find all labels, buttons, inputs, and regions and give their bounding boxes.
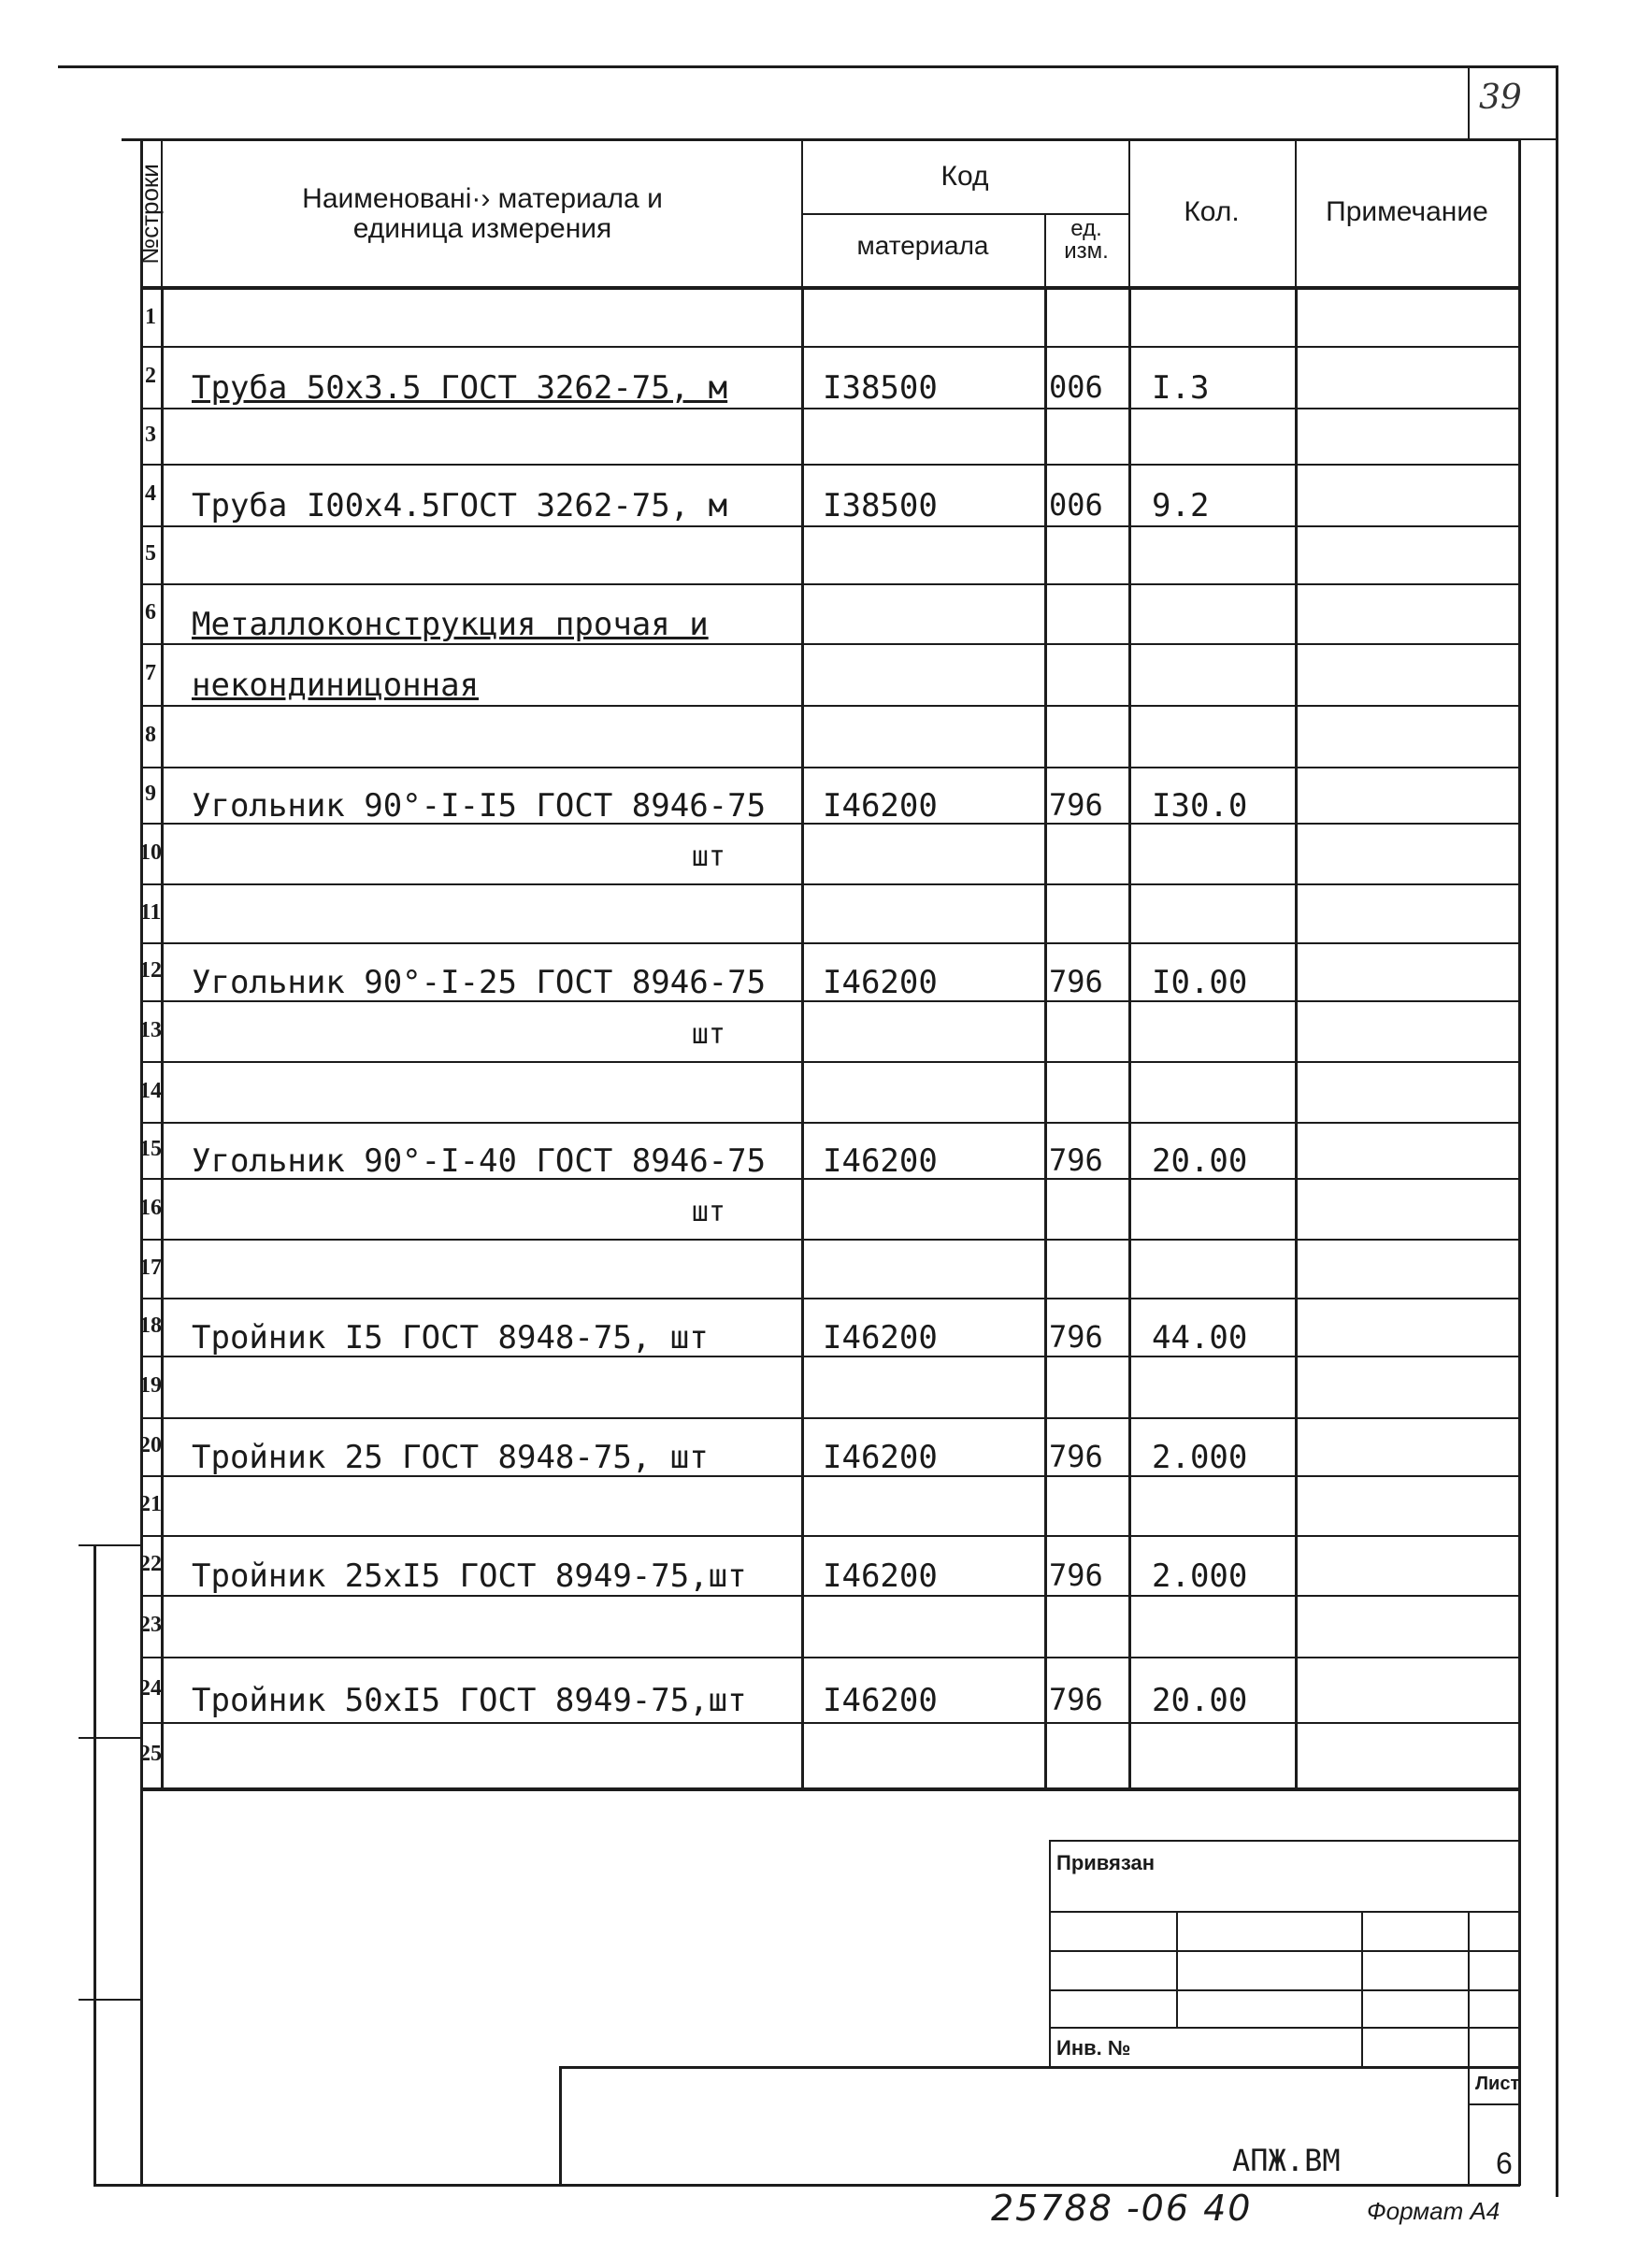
row-number: 16 <box>139 1195 162 1220</box>
table-row-line <box>140 1239 1520 1241</box>
table-row-line <box>140 1298 1520 1299</box>
table-row-line <box>140 1061 1520 1063</box>
tb-top <box>1049 1840 1518 1842</box>
table-row-line <box>140 1657 1520 1658</box>
table-bottom <box>140 1787 1520 1791</box>
material-name: шт <box>691 840 725 873</box>
row-number: 18 <box>139 1313 162 1338</box>
header-note: Примечание <box>1326 196 1488 227</box>
table-col-line <box>1044 290 1047 1789</box>
tb-inv-label: Инв. № <box>1056 2036 1131 2060</box>
frame-right <box>1518 138 1521 1793</box>
tb-row2 <box>1049 1950 1518 1952</box>
footer-number: 25788 -06 40 <box>991 2188 1253 2229</box>
table-row-line <box>140 1595 1520 1597</box>
material-name: некондиницонная <box>192 667 480 704</box>
frame-right-lower <box>1518 1793 1521 2186</box>
top-rule <box>58 65 1558 68</box>
row-number: 9 <box>145 782 156 806</box>
tb-vline2 <box>1361 1911 1363 2068</box>
table-col-line <box>1128 290 1131 1789</box>
material-code: I38500 <box>823 487 938 524</box>
page-number: 39 <box>1479 79 1522 117</box>
unit-code: 796 <box>1049 1682 1103 1717</box>
unit-code: 796 <box>1049 1557 1103 1593</box>
quantity: 2.000 <box>1152 1557 1248 1595</box>
table-row-line <box>140 346 1520 348</box>
table-col-line <box>801 290 804 1789</box>
row-number: 7 <box>145 661 156 685</box>
quantity: I30.0 <box>1152 787 1248 825</box>
material-name: Тройник 25 ГОСТ 8948-75, шт <box>192 1439 709 1476</box>
row-number: 8 <box>145 723 156 747</box>
material-name: Тройник 25хI5 ГОСТ 8949-75,шт <box>192 1557 747 1595</box>
row-number: 24 <box>139 1676 162 1701</box>
tb-vline1 <box>1176 1911 1178 2029</box>
material-name: Труба 50х3.5 ГОСТ 3262-75, м <box>192 369 728 407</box>
row-number: 2 <box>145 364 156 388</box>
tb-row4 <box>1049 2027 1518 2029</box>
material-code: I46200 <box>823 787 938 825</box>
quantity: 44.00 <box>1152 1319 1248 1356</box>
material-code: I46200 <box>823 1557 938 1595</box>
margin-strip-div2 <box>79 1999 142 2001</box>
table-row-line <box>140 408 1520 409</box>
tb-sheet-number: 6 <box>1496 2146 1513 2180</box>
material-code: I38500 <box>823 369 938 407</box>
header-row-number: №строки <box>136 164 164 265</box>
table-row-line <box>140 525 1520 527</box>
header-bottom <box>140 286 1520 290</box>
header-code-unit-2: изм. <box>1064 238 1109 264</box>
row-number: 23 <box>139 1613 162 1637</box>
material-code: I46200 <box>823 1142 938 1180</box>
material-name: Угольник 90°-I-40 ГОСТ 8946-75 <box>192 1142 767 1180</box>
frame-top <box>122 138 1520 141</box>
tb-main-left <box>559 2066 562 2186</box>
row-number: 25 <box>139 1742 162 1766</box>
material-name: Труба I00х4.5ГОСТ 3262-75, м <box>192 487 728 524</box>
header-code-split <box>801 213 1128 215</box>
material-name: Тройник 50хI5 ГОСТ 8949-75,шт <box>192 1682 747 1719</box>
row-number: 1 <box>145 305 156 329</box>
header-name-line2: единица измерения <box>352 213 612 244</box>
material-code: I46200 <box>823 964 938 1001</box>
row-number: 15 <box>139 1137 162 1161</box>
material-code: I46200 <box>823 1439 938 1476</box>
unit-code: 006 <box>1049 487 1103 523</box>
row-number: 13 <box>139 1017 162 1042</box>
unit-code: 796 <box>1049 1319 1103 1355</box>
material-name: Тройник I5 ГОСТ 8948-75, шт <box>192 1319 709 1356</box>
margin-strip-top <box>79 1544 142 1546</box>
row-number: 19 <box>139 1373 162 1398</box>
quantity: 2.000 <box>1152 1439 1248 1476</box>
quantity: 20.00 <box>1152 1142 1248 1180</box>
quantity: 20.00 <box>1152 1682 1248 1719</box>
table-row-line <box>140 1535 1520 1537</box>
margin-strip-div1 <box>79 1737 142 1739</box>
header-qty: Кол. <box>1184 196 1240 227</box>
unit-code: 796 <box>1049 1439 1103 1474</box>
row-number: 3 <box>145 423 156 447</box>
tb-row3 <box>1049 1989 1518 1991</box>
material-name: Угольник 90°-I-25 ГОСТ 8946-75 <box>192 964 767 1001</box>
row-number: 10 <box>139 840 162 865</box>
material-name: шт <box>691 1195 725 1228</box>
quantity: I.3 <box>1152 369 1210 407</box>
tb-sheet-split <box>1468 2103 1520 2105</box>
header-code: Код <box>940 161 989 192</box>
material-name: шт <box>691 1017 725 1051</box>
unit-code: 796 <box>1049 964 1103 999</box>
page-box-left <box>1468 65 1470 138</box>
table-row-line <box>140 1722 1520 1724</box>
row-number: 6 <box>145 600 156 624</box>
footer-format: Формат А4 <box>1367 2197 1500 2225</box>
tb-row1 <box>1049 1911 1518 1913</box>
row-number: 14 <box>139 1078 162 1103</box>
unit-code: 006 <box>1049 369 1103 405</box>
quantity: I0.00 <box>1152 964 1248 1001</box>
table-row-line <box>140 583 1520 585</box>
tb-linked-label: Привязан <box>1056 1851 1156 1874</box>
frame-bottom <box>93 2184 1520 2187</box>
tb-vline3 <box>1468 1911 1470 2186</box>
table-row-line <box>140 643 1520 645</box>
table-row-line <box>140 942 1520 944</box>
row-number: 20 <box>139 1433 162 1457</box>
unit-code: 796 <box>1049 787 1103 823</box>
row-number: 12 <box>139 958 162 983</box>
unit-code: 796 <box>1049 1142 1103 1178</box>
table-row-line <box>140 1417 1520 1419</box>
margin-strip-left <box>93 1544 96 2186</box>
row-number: 21 <box>139 1492 162 1516</box>
header-code-unit-1: ед. <box>1070 216 1102 241</box>
material-code: I46200 <box>823 1319 938 1356</box>
table-row-line <box>140 464 1520 466</box>
row-number: 4 <box>145 481 156 506</box>
quantity: 9.2 <box>1152 487 1210 524</box>
tb-sheet-label: Лист <box>1475 2074 1520 2094</box>
header-name-line1: Наименовані·› материала и <box>302 183 663 214</box>
page-right-edge <box>1556 65 1558 2197</box>
tb-main-top <box>559 2066 1520 2069</box>
material-name: Металлоконструкция прочая и <box>192 606 709 643</box>
table-row-line <box>140 767 1520 768</box>
tb-left <box>1049 1840 1051 2068</box>
material-name: Угольник 90°-I-I5 ГОСТ 8946-75 <box>192 787 767 825</box>
material-code: I46200 <box>823 1682 938 1719</box>
table-col-line <box>1295 290 1298 1789</box>
tb-designation: АПЖ.ВМ <box>1232 2143 1341 2178</box>
row-number: 17 <box>139 1255 162 1280</box>
row-number: 22 <box>139 1552 162 1576</box>
row-number: 11 <box>139 899 162 925</box>
table-row-line <box>140 1122 1520 1124</box>
table-row-line <box>140 883 1520 885</box>
row-number: 5 <box>145 541 156 566</box>
table-row-line <box>140 705 1520 707</box>
header-code-material: материала <box>856 231 989 260</box>
